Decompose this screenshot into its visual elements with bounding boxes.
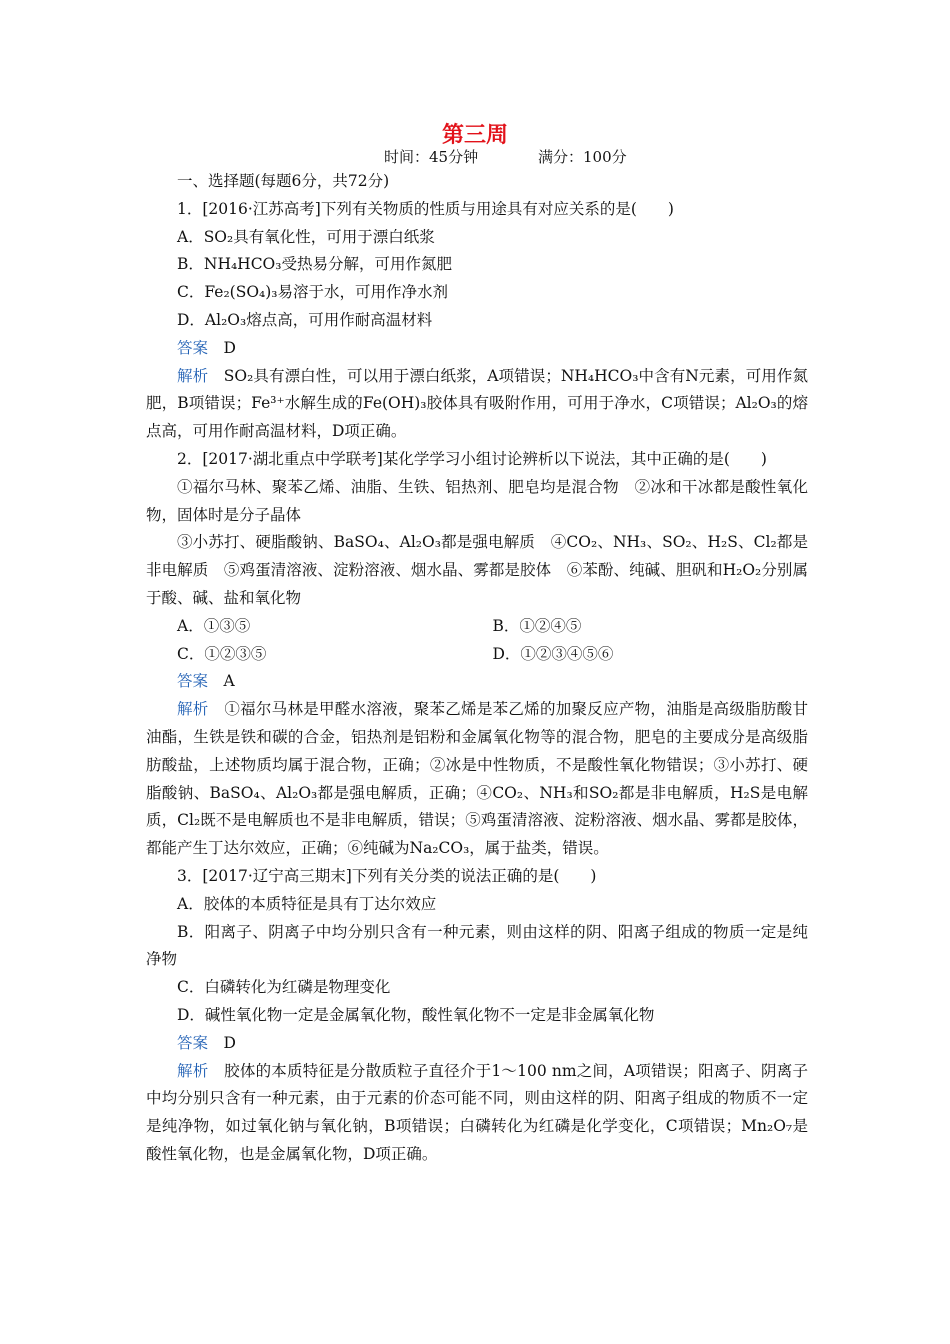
- question-1-option-a: A．SO₂具有氧化性，可用于漂白纸浆: [177, 227, 435, 246]
- question-1-analysis: [146, 363, 808, 446]
- question-3-option-b: B．阳离子、阴离子中均分别只含有一种元素，则由这样的阴、阳离子组成的物质一定是纯净物: [146, 922, 808, 969]
- question-2-option-c: C．①②③⑤: [177, 644, 267, 663]
- question-2-analysis: [146, 696, 808, 863]
- question-2-option-b: B．①②④⑤: [492, 616, 582, 635]
- analysis-label: 解析: [177, 1061, 209, 1080]
- question-2-option-d: D．①②③④⑤⑥: [492, 644, 614, 663]
- question-3-analysis: [146, 1058, 808, 1169]
- analysis-label: 解析: [177, 366, 209, 385]
- question-2-stem: 2．[2017·湖北重点中学联考]某化学学习小组讨论辨析以下说法，其中正确的是( ): [177, 449, 767, 468]
- question-3-option-d: D．碱性氧化物一定是金属氧化物，酸性氧化物不一定是非金属氧化物: [177, 1005, 655, 1024]
- question-3-stem: 3．[2017·辽宁高三期末]下列有关分类的说法正确的是( ): [177, 866, 597, 885]
- question-1-answer: [146, 335, 808, 363]
- question-2-options-row-1: [177, 613, 808, 641]
- question-2-answer: [146, 668, 808, 696]
- answer-value: A: [223, 672, 235, 691]
- answer-label: 答案: [177, 338, 209, 357]
- question-3-option-a: A．胶体的本质特征是具有丁达尔效应: [177, 894, 437, 913]
- document-body: [146, 168, 808, 1169]
- question-1-option-b: B．NH₄HCO₃受热易分解，可用作氮肥: [177, 255, 452, 274]
- question-2-statements-1: ①福尔马林、聚苯乙烯、油脂、生铁、铝热剂、肥皂均是混合物 ②冰和干冰都是酸性氧化物，固体时是分子晶体: [146, 477, 808, 524]
- page-title: 第三周: [441, 122, 508, 148]
- question-1-option-d: D．Al₂O₃熔点高，可用作耐高温材料: [177, 310, 433, 329]
- question-1-option-c: C．Fe₂(SO₄)₃易溶于水，可用作净水剂: [177, 283, 449, 302]
- answer-value: D: [223, 1033, 236, 1052]
- full-score: 满分：100分: [538, 148, 627, 166]
- analysis-text: ①福尔马林是甲醛水溶液，聚苯乙烯是苯乙烯的加聚反应产物，油脂是高级脂肪酸甘油酯，生铁是铁和碳的合金，铝热剂是铝粉和金属氧化物等的混合物，肥皂的主要成分是高级脂肪酸盐，上述物质均属于混合物，正确；②冰是中性物质，不是酸性氧化物错误；③小苏打、硬脂酸钠、BaSO₄、Al₂O₃都是强电解质，正确；④CO₂、NH₃和SO₂都是非电解质，H₂S是电解质，Cl₂既不是电解质也不是非电解质，错误；⑤鸡蛋清溶液、淀粉溶液、烟水晶、雾都是胶体，都能产生丁达尔效应，正确；⑥纯碱为Na₂CO₃，属于盐类，错误。: [146, 700, 808, 858]
- question-2-options-row-2: [177, 641, 808, 669]
- question-2-statements-2: ③小苏打、硬脂酸钠、BaSO₄、Al₂O₃都是强电解质 ④CO₂、NH₃、SO₂、H₂S、Cl₂都是非电解质 ⑤鸡蛋清溶液、淀粉溶液、烟水晶、雾都是胶体 ⑥苯酚、纯碱、胆矾和H₂O₂分别属于酸、碱、盐和氧化物: [146, 533, 808, 607]
- analysis-text: SO₂具有漂白性，可以用于漂白纸浆，A项错误；NH₄HCO₃中含有N元素，可用作氮肥，B项错误；Fe³⁺水解生成的Fe(OH)₃胶体具有吸附作用，可用于净水，C项错误；Al₂O₃的熔点高，可用作耐高温材料，D项正确。: [146, 366, 808, 441]
- analysis-text: 胶体的本质特征是分散质粒子直径介于1～100 nm之间，A项错误；阳离子、阴离子中均分别只含有一种元素，由于元素的价态可能不同，则由这样的阴、阳离子组成的物质不一定是纯净物，如过氧化钠与氧化钠，B项错误；白磷转化为红磷是化学变化，C项错误；Mn₂O₇是酸性氧化物，也是金属氧化物，D项正确。: [146, 1061, 808, 1163]
- section-heading: 一、选择题(每题6分，共72分): [177, 172, 390, 190]
- time-limit: 时间：45分钟: [384, 148, 479, 166]
- question-3-answer: [146, 1030, 808, 1058]
- question-1-stem: 1．[2016·江苏高考]下列有关物质的性质与用途具有对应关系的是( ): [177, 199, 674, 218]
- answer-label: 答案: [177, 1033, 209, 1052]
- question-3-option-c: C．白磷转化为红磷是物理变化: [177, 978, 391, 997]
- answer-label: 答案: [177, 672, 209, 691]
- answer-value: D: [223, 338, 236, 357]
- analysis-label: 解析: [177, 700, 209, 719]
- question-2-option-a: A．①③⑤: [177, 616, 251, 635]
